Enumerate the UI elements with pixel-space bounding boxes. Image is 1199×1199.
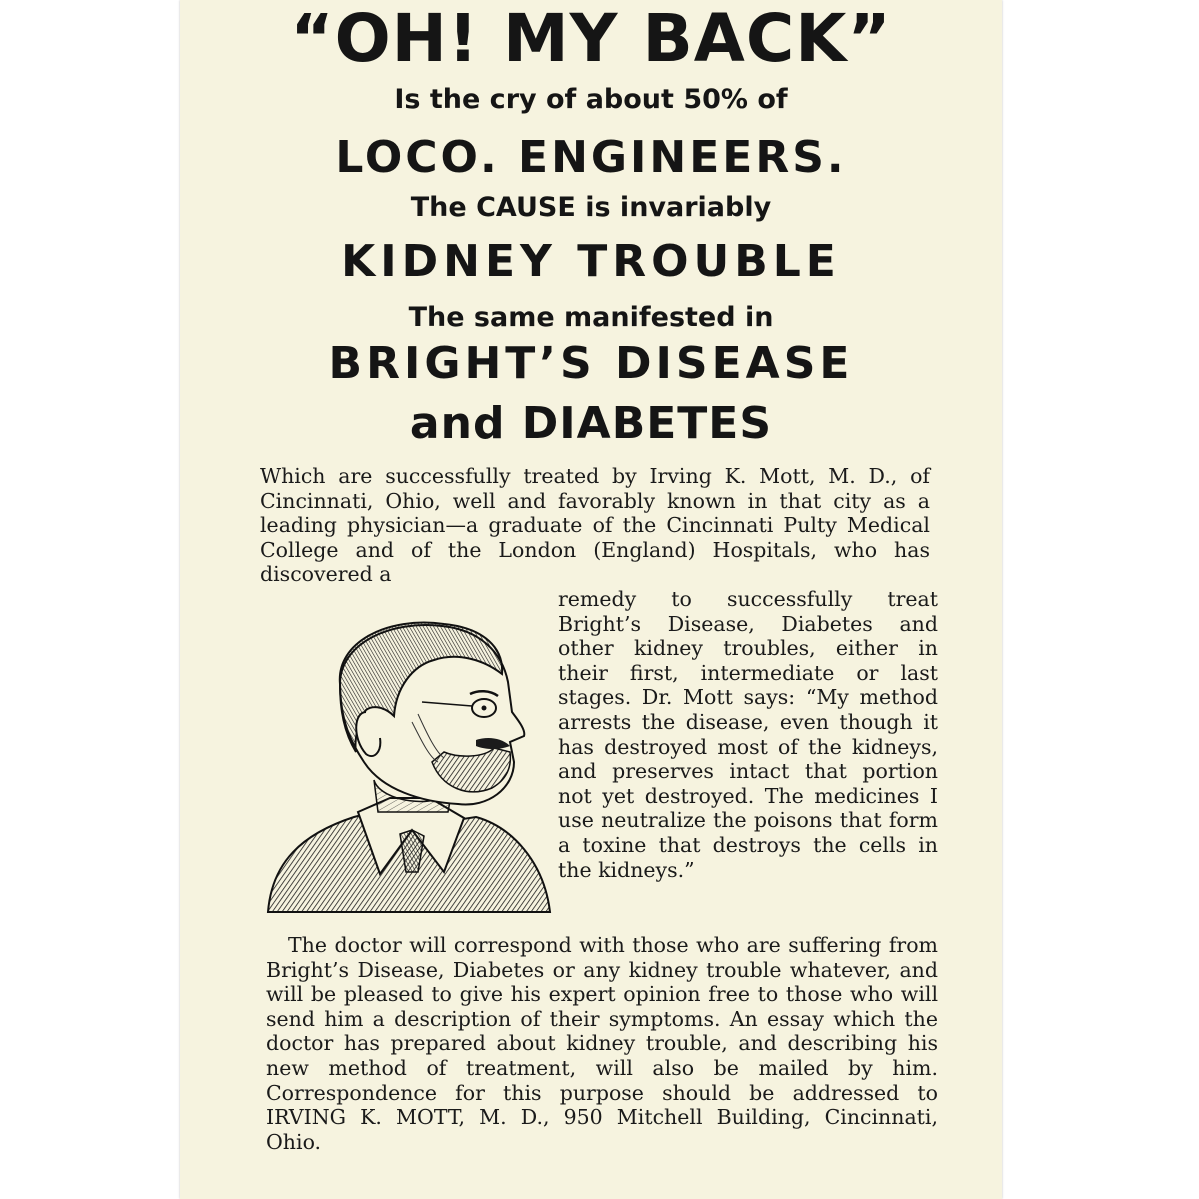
headline-kidney-trouble: KIDNEY TROUBLE [341, 236, 841, 287]
headline-cause-invariably: The CAUSE is invariably [410, 192, 772, 223]
body-paragraph-remedy: remedy to successfully treat Bright’s Disease, Diabetes and other kidney troubles, either in their first, intermediate or last stages. Dr. Mott says: “My method arrests the disease, even though it has destroyed most of the kidneys, and preserves intact that portion not yet destroyed. The medicines I use neutralize the poisons that form a toxine that destroys the cells in the kidneys.” [558, 587, 938, 882]
headline-oh-my-back: “OH! MY BACK” [290, 0, 892, 77]
headline-loco-engineers: LOCO. ENGINEERS. [335, 132, 847, 183]
body-paragraph-intro: Which are successfully treated by Irving K. Mott, M. D., of Cincinnati, Ohio, well and favorably known in that city as a leading physician—a graduate of the Cincinnati Pulty Medical College and of the London (England) Hospitals, who has discovered a [260, 464, 930, 587]
doctor-portrait-icon [262, 612, 554, 922]
headline-cry-of-50-percent: Is the cry of about 50% of [394, 84, 788, 115]
body-paragraph-correspondence: The doctor will correspond with those who are suffering from Bright’s Disease, Diabetes or any kidney trouble whatever, and will be pleased to give his expert opinion free to those who will send him a description of their symptoms. An essay which the doctor has prepared about kidney trouble, and describing his new method of treatment, will also be mailed by him. Correspondence for this purpose should be addressed to IRVING K. MOTT, M. D., 950 Mitchell Building, Cincinnati, Ohio. [266, 933, 938, 1154]
advertisement-page [180, 0, 1002, 1199]
headline-and-diabetes: and DIABETES [409, 398, 773, 449]
headline-brights-disease: BRIGHT’S DISEASE [328, 338, 854, 389]
headline-same-manifested: The same manifested in [408, 302, 774, 333]
